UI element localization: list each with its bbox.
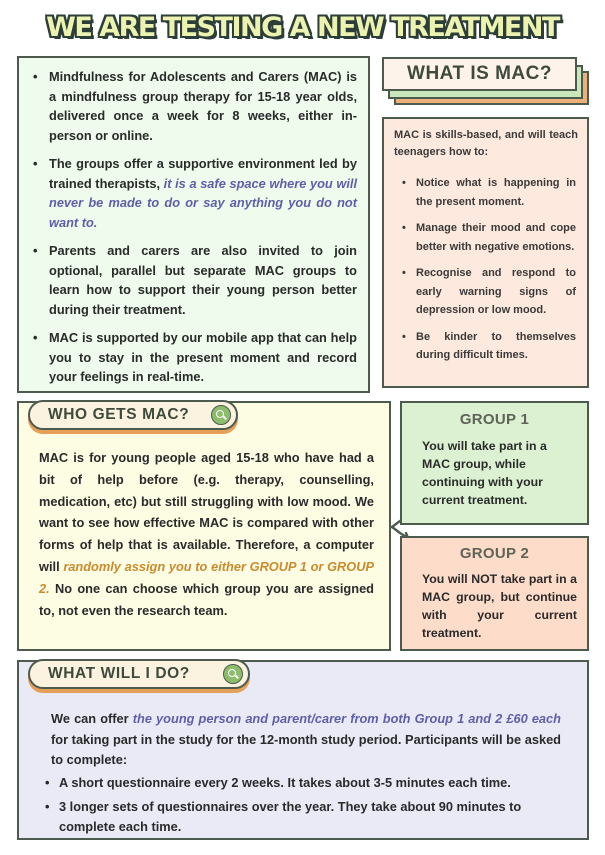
intro-item-text: The groups offer a supportive environment led by trained therapists, [49, 156, 357, 191]
group-1-title: GROUP 1 [459, 411, 530, 428]
intro-item-text: MAC is supported by our mobile app that can help you to stay in the present moment and record your feelings in real-time. [49, 330, 357, 384]
mac-skill-item: • Notice what is happening in the present moment. [416, 174, 576, 211]
group-1-panel [400, 401, 589, 525]
what-will-i-do-heading: WHAT WILL I DO? [48, 665, 190, 682]
intro-item-mac-description [49, 67, 357, 145]
what-will-i-do-heading-pill [28, 659, 250, 689]
page-title: WE ARE TESTING A NEW TREATMENT [46, 12, 559, 43]
intro-list [49, 67, 357, 396]
mac-skill-item: • Manage their mood and cope better with negative emotions. [416, 219, 576, 256]
who-gets-mac-heading-pill [28, 400, 238, 430]
search-icon [211, 405, 231, 425]
what-is-mac-intro: MAC is skills-based, and will teach teenagers how to: [394, 129, 578, 158]
who-text-part: MAC is for young people aged 15-18 who have had a bit of help before (e.g. therapy, counselling, medication, etc) but still struggling with low mood. We want to see how effective MAC is compared with other forms of help that is available. Therefore, a computer will [39, 450, 374, 574]
intro-panel [17, 56, 370, 393]
what-is-mac-panel [382, 117, 589, 388]
group-2-title: GROUP 2 [459, 545, 530, 562]
who-gets-mac-panel [17, 401, 391, 651]
group-1-text: You will take part in a MAC group, while continuing with your current treatment. [422, 439, 547, 507]
safe-space-highlight: it is a safe space where you will never be made to do or say anything you do not want to. [49, 175, 358, 230]
what-is-mac-heading: WHAT IS MAC? [382, 57, 577, 91]
intro-item-groups [49, 154, 357, 232]
intro-item-parents [49, 241, 357, 319]
group-2-text: You will NOT take part in a MAC group, but continue with your current treatment. [422, 572, 577, 640]
do-text-part: We can offer [51, 711, 133, 726]
questionnaire-list [59, 773, 571, 841]
who-gets-mac-text [39, 447, 374, 621]
group-2-panel [400, 536, 589, 651]
mac-skills-list [416, 174, 576, 373]
who-gets-mac-heading: WHO GETS MAC? [48, 406, 190, 423]
mac-skill-item: • Recognise and respond to early warning signs of depression or low mood. [416, 264, 576, 320]
questionnaire-item: • A short questionnaire every 2 weeks. It takes about 3-5 minutes each time. [59, 773, 571, 794]
who-text-part: No one can choose which group you are assigned to, not even the research team. [39, 580, 374, 618]
questionnaire-item: • 3 longer sets of questionnaires over the year. They take about 90 minutes to complete each time. [59, 797, 571, 838]
intro-item-text: Mindfulness for Adolescents and Carers (MAC) is a mindfulness group therapy for 15-18 year olds, delivered once a week for 8 weeks, either in-person or online. [49, 69, 357, 143]
what-is-mac-heading-tab [382, 57, 589, 103]
intro-item-app [49, 328, 357, 387]
random-assign-highlight: randomly assign you to either GROUP 1 or GROUP 2. [39, 558, 374, 596]
intro-item-text: Parents and carers are also invited to join optional, parallel but separate MAC groups to learn how to support their young person better during their treatment. [49, 243, 357, 317]
mac-skill-item: • Be kinder to themselves during difficult times. [416, 328, 576, 365]
search-icon [223, 664, 243, 684]
do-text-part: for taking part in the study for the 12-month study period. Participants will be asked to complete: [51, 731, 561, 767]
what-will-i-do-text [51, 709, 561, 771]
payment-highlight: the young person and parent/carer from both Group 1 and 2 £60 each [132, 711, 561, 726]
